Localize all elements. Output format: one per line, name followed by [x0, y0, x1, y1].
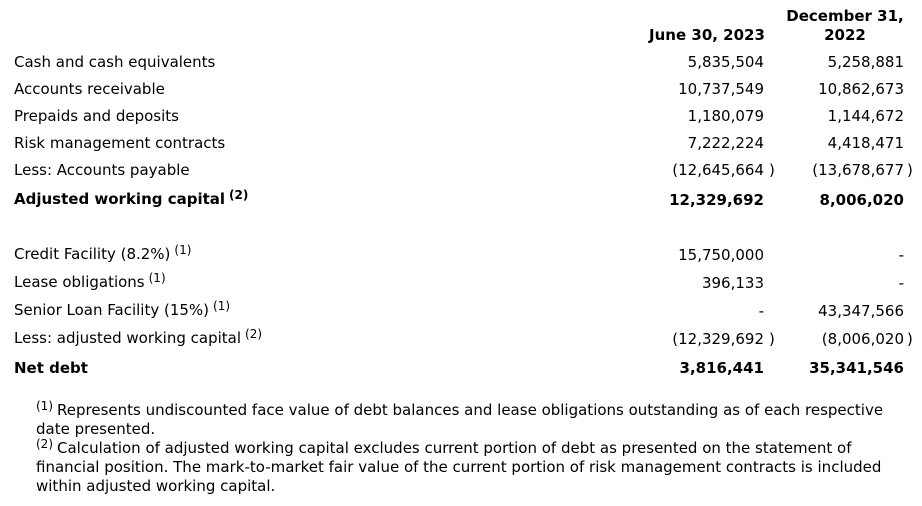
net-debt-december-2022: 35,341,546 — [809, 359, 904, 377]
footnote-text: Calculation of adjusted working capital excludes current portion of debt as presented on the statement of financial position. The mark-to-market fair value of the current portion of risk management contracts is included within adjusted working capital. — [36, 439, 882, 495]
row-value-december-2022: - — [898, 246, 904, 264]
row-value-december-2022: 5,258,881 — [827, 53, 904, 71]
row-value-december-2022: (8,006,020 — [821, 330, 904, 348]
row-label: Senior Loan Facility (15%) $^{(1)}$ — [14, 299, 231, 319]
column-header-december-2022 — [780, 7, 910, 45]
footnote — [36, 401, 906, 439]
footnote-ref: (1) — [174, 243, 192, 257]
row-value-june-2023: 15,750,000 — [678, 246, 764, 264]
row-value-june-2023: (12,645,664 — [672, 161, 764, 179]
closing-parenthesis: ) — [769, 161, 775, 179]
footnote — [36, 439, 906, 496]
footnote-ref: (2) — [229, 188, 249, 202]
net-debt-june-2023: 3,816,441 — [679, 359, 764, 377]
footnote-marker: (1) — [36, 399, 53, 413]
row-value-december-2022: - — [898, 274, 904, 292]
adjusted-working-capital-june-2023: 12,329,692 — [669, 191, 764, 209]
row-value-june-2023: 10,737,549 — [678, 80, 764, 98]
net-debt-label: Net debt — [14, 359, 88, 377]
adjusted-working-capital-december-2022: 8,006,020 — [819, 191, 904, 209]
footnote-ref: (2) — [245, 327, 263, 341]
footnotes — [36, 401, 906, 496]
row-label: Credit Facility (8.2%) $^{(1)}$ — [14, 243, 192, 263]
row-value-june-2023: 396,133 — [701, 274, 764, 292]
row-label: Less: adjusted working capital $^{(2)}$ — [14, 327, 263, 347]
row-value-december-2022: 1,144,672 — [827, 107, 904, 125]
footnote-ref: (1) — [213, 299, 231, 313]
closing-parenthesis: ) — [907, 161, 913, 179]
row-value-december-2022: 43,347,566 — [818, 302, 904, 320]
closing-parenthesis: ) — [907, 330, 913, 348]
row-label: Risk management contracts — [14, 134, 226, 152]
adjusted-working-capital-label: Adjusted working capital $^{(2)}$ — [14, 188, 249, 208]
row-label: Accounts receivable — [14, 80, 165, 98]
row-value-june-2023: (12,329,692 — [672, 330, 764, 348]
row-value-december-2022: (13,678,677 — [812, 161, 904, 179]
column-header-december-line2: 2022 — [824, 26, 866, 44]
row-value-june-2023: 1,180,079 — [687, 107, 764, 125]
row-value-december-2022: 4,418,471 — [827, 134, 904, 152]
footnote-ref: (1) — [148, 271, 166, 285]
row-label: Cash and cash equivalents — [14, 53, 216, 71]
row-value-december-2022: 10,862,673 — [818, 80, 904, 98]
row-value-june-2023: 7,222,224 — [687, 134, 764, 152]
row-value-june-2023: 5,835,504 — [687, 53, 764, 71]
row-label: Lease obligations $^{(1)}$ — [14, 271, 166, 291]
footnote-marker: (2) — [36, 437, 53, 451]
column-header-june-2023: June 30, 2023 — [649, 26, 765, 44]
footnote-text: Represents undiscounted face value of debt balances and lease obligations outstanding as of each respective date presented. — [36, 401, 884, 438]
row-value-june-2023: - — [758, 302, 764, 320]
row-label: Prepaids and deposits — [14, 107, 179, 125]
row-label: Less: Accounts payable — [14, 161, 190, 179]
closing-parenthesis: ) — [769, 330, 775, 348]
column-header-december-line1: December 31, — [786, 7, 904, 25]
